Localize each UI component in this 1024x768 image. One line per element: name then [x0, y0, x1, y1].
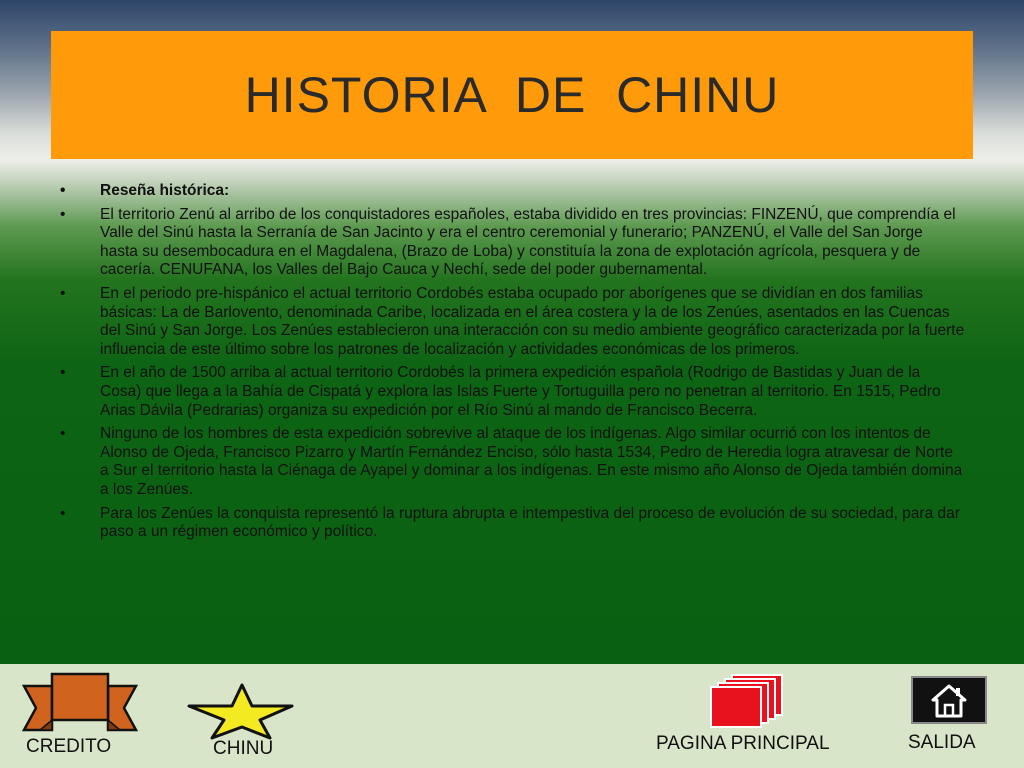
salida-button[interactable]	[900, 674, 990, 760]
navigation-footer	[0, 664, 1024, 768]
ribbon-banner-icon	[20, 672, 140, 734]
slide-title: HISTORIA DE CHINU	[244, 67, 780, 123]
pagina-principal-button[interactable]	[652, 672, 852, 762]
bullet-item: • En el periodo pre-hispánico el actual territorio Cordobés estaba ocupado por aborígenes que se dividían en dos familias básicas: La de Barlovento, denominada Caribe, localizada en el área costera y la de los Zenúes, asentados en las Cuencas del Sinú y San Jorge. Los Zenúes establecieron una interacción con su medio ambiente geográfico caracterizada por la fuerte influencia de este último sobre los patrones de localización y actividades económicas de los primeros.	[60, 285, 965, 359]
bullet-item: • El territorio Zenú al arribo de los conquistadores españoles, estaba dividido en tres provincias: FINZENÚ, que comprendía el Valle del Sinú hasta la Serranía de San Jacinto y era el centro ceremonial y funerario; PANZENÚ, el Valle del San Jorge hasta su desembocadura en el Magdalena, (Brazo de Loba) y constituía la zona de explotación agrícola, pesquera y de cacería. CENUFANA, los Valles del Bajo Cauca y Nechí, sede del poder gubernamental.	[60, 206, 965, 280]
chinu-label: CHINU	[213, 738, 274, 759]
home-icon	[911, 676, 987, 724]
pagina-principal-label: PAGINA PRINCIPAL	[656, 733, 830, 754]
bullet-heading: • Reseña histórica:	[60, 182, 965, 201]
credito-label: CREDITO	[26, 736, 112, 757]
star-icon	[186, 682, 296, 740]
stacked-pages-icon	[710, 672, 790, 728]
credito-button[interactable]	[20, 672, 140, 762]
title-banner	[51, 31, 973, 159]
salida-label: SALIDA	[908, 732, 976, 753]
bullet-item: • Para los Zenúes la conquista representó la ruptura abrupta e intempestiva del proceso de evolución de su sociedad, para dar paso a un régimen económico y político.	[60, 505, 965, 542]
bullet-list	[60, 182, 965, 542]
bullet-item: • En el año de 1500 arriba al actual territorio Cordobés la primera expedición española (Rodrigo de Bastidas y Juan de la Cosa) que llega a la Bahía de Cispatá y explora las Islas Fuerte y Tortuguilla pero no penetran al territorio. En 1515, Pedro Arias Dávila (Pedrarias) organiza su expedición por el Río Sinú al mando de Francisco Becerra.	[60, 364, 965, 420]
bullet-item: • Ninguno de los hombres de esta expedición sobrevive al ataque de los indígenas. Algo similar ocurrió con los intentos de Alonso de Ojeda, Francisco Pizarro y Martín Fernández Enciso, sólo hasta 1534, Pedro de Heredia logra atravesar de Norte a Sur el territorio hasta la Ciénaga de Ayapel y dominar a los indígenas. En este mismo año Alonso de Ojeda también domina a los Zenúes.	[60, 425, 965, 499]
slide-content	[60, 182, 965, 547]
chinu-button[interactable]	[186, 682, 296, 766]
